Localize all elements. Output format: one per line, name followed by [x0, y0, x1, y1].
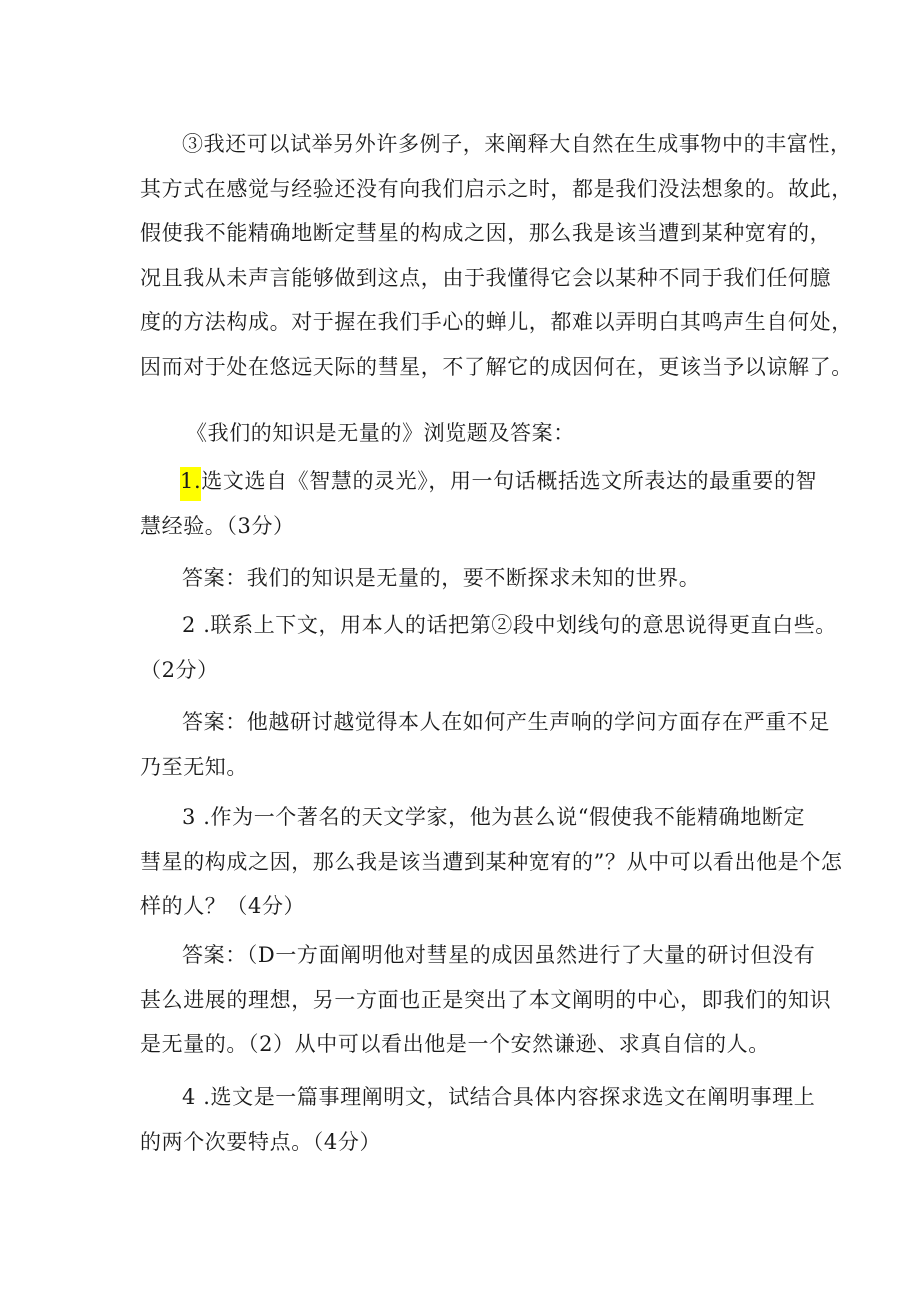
- question-1: [140, 459, 818, 548]
- paragraph-3-line-2: 其方式在感觉与经验还没有向我们启示之时，都是我们没法想象的。故此，: [140, 176, 853, 201]
- question-4-line-2: 的两个次要特点。（4分）: [140, 1129, 382, 1154]
- question-3-line-2: 彗星的构成之因，那么我是该当遭到某种宽宥的”？从中可以看出他是个怎: [140, 849, 843, 874]
- section-title: [140, 411, 800, 456]
- answer-3: [140, 933, 832, 1067]
- answer-1: [140, 556, 800, 601]
- question-4-line-1: 4 .选文是一篇事理阐明文，试结合具体内容探求选文在阐明事理上: [182, 1085, 816, 1109]
- paragraph-3-line-1: ③我还可以试举另外许多例子，来阐释大自然在生成事物中的丰富性，: [182, 132, 852, 156]
- answer-1-text: 答案：我们的知识是无量的，要不断探求未知的世界。: [182, 566, 701, 590]
- paragraph-3-line-6: 因而对于处在悠远天际的彗星，不了解它的成因何在，更该当予以谅解了。: [140, 354, 853, 379]
- answer-3-line-2: 甚么进展的理想，另一方面也正是突出了本文阐明的中心，即我们的知识: [140, 987, 832, 1012]
- paragraph-3: [140, 122, 853, 389]
- question-2: [140, 603, 837, 692]
- paragraph-3-line-5: 度的方法构成。对于握在我们手心的蝉儿，都难以弄明白其鸣声生自何处，: [140, 310, 853, 334]
- answer-2-line-1: 答案：他越研讨越觉得本人在如何产生声响的学问方面存在严重不足: [182, 710, 830, 734]
- question-3-line-1: 3 .作为一个著名的天文学家，他为甚么说“假使我不能精确地断定: [182, 805, 806, 829]
- paragraph-3-line-3: 假使我不能精确地断定彗星的构成之因，那么我是该当遭到某种宽宥的，: [140, 221, 832, 245]
- question-1-number-highlight: 1.: [180, 467, 201, 501]
- question-4: [140, 1075, 816, 1164]
- question-3-line-3: 样的人？（4分）: [140, 894, 306, 918]
- question-1-line-1: 选文选自《智慧的灵光》，用一句话概括选文所表达的最重要的智: [201, 469, 818, 493]
- question-3: [140, 795, 843, 929]
- question-2-line-1: 2 .联系上下文，用本人的话把第②段中划线句的意思说得更直白些。: [182, 613, 837, 637]
- answer-2-line-2: 乃至无知。: [140, 754, 248, 779]
- answer-2: [140, 700, 830, 789]
- question-1-line-2: 慧经验。（3分）: [140, 513, 295, 538]
- answer-3-line-3: 是无量的。（2）从中可以看出他是一个安然谦逊、求真自信的人。: [140, 1032, 770, 1056]
- answer-3-line-1: 答案：（D一方面阐明他对彗星的成因虽然进行了大量的研讨但没有: [182, 943, 816, 967]
- section-title-text: 《我们的知识是无量的》浏览题及答案：: [186, 421, 575, 445]
- paragraph-3-line-4: 况且我从未声言能够做到这点，由于我懂得它会以某种不同于我们任何臆: [140, 265, 832, 290]
- question-2-line-2: （2分）: [140, 657, 219, 682]
